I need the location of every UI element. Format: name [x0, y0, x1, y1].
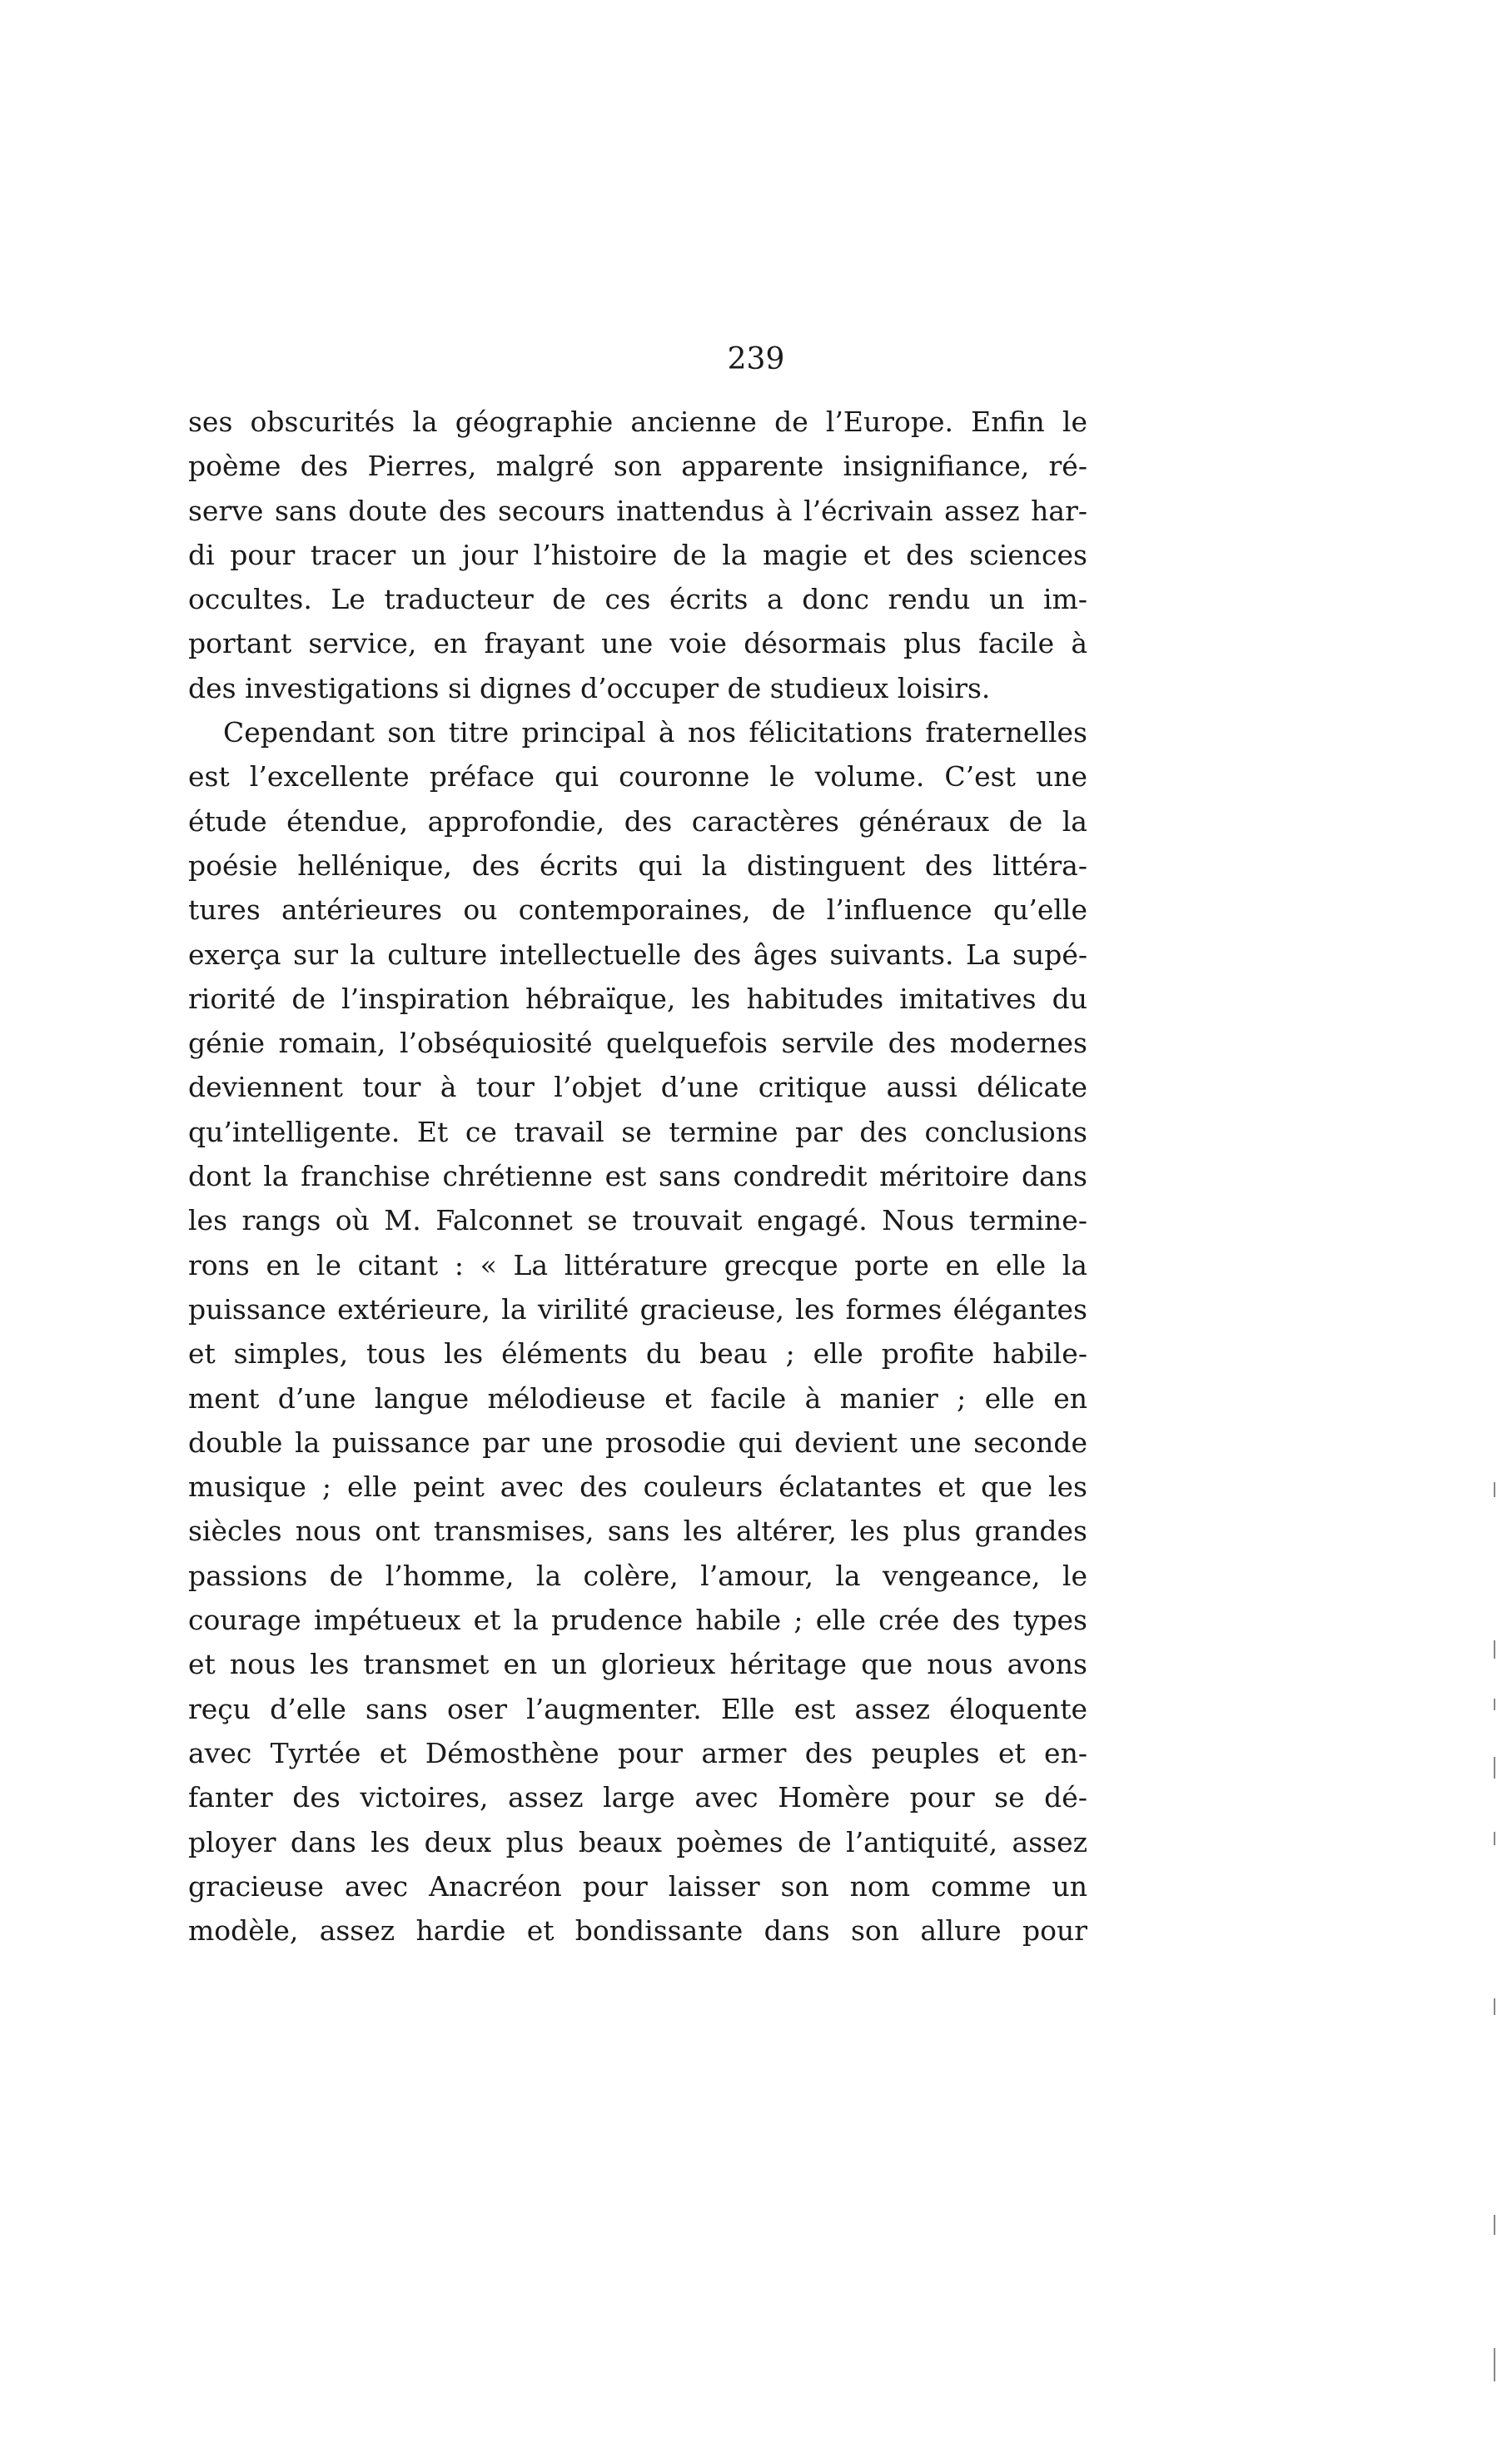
- text-line: deviennent tour à tour l’objet d’une critique aussi délicate: [188, 1071, 1087, 1104]
- page-number: 239: [727, 342, 785, 376]
- text-line: et simples, tous les éléments du beau ; elle profite habile-: [188, 1337, 1087, 1371]
- text-line: qu’intelligente. Et ce travail se termine par des conclusions: [188, 1115, 1087, 1148]
- text-line: dont la franchise chrétienne est sans condredit méritoire dans: [188, 1160, 1087, 1193]
- scan-edge-artifacts: [1494, 1482, 1495, 2398]
- text-line: ment d’une langue mélodieuse et facile à manier ; elle en: [188, 1381, 1087, 1415]
- text-line: fanter des victoires, assez large avec Homère pour se dé-: [188, 1781, 1087, 1814]
- text-line: Cependant son titre principal à nos félicitations fraternelles: [223, 716, 1087, 749]
- text-line: avec Tyrtée et Démosthène pour armer des peuples et en-: [188, 1736, 1087, 1769]
- text-line: est l’excellente préface qui couronne le volume. C’est une: [188, 760, 1087, 794]
- text-line: passions de l’homme, la colère, l’amour, la vengeance, le: [188, 1559, 1087, 1592]
- text-line: exerça sur la culture intellectuelle des âges suivants. La supé-: [188, 938, 1087, 971]
- text-line: ses obscurités la géographie ancienne de l’Europe. Enfin le: [188, 406, 1087, 438]
- text-line: étude étendue, approfondie, des caractères généraux de la: [188, 804, 1087, 838]
- text-line: tures antérieures ou contemporaines, de l’influence qu’elle: [188, 893, 1087, 927]
- text-line: di pour tracer un jour l’histoire de la magie et des sciences: [188, 538, 1087, 571]
- text-line: modèle, assez hardie et bondissante dans son allure pour: [188, 1914, 1087, 1948]
- text-line: génie romain, l’obséquiosité quelquefois servile des modernes: [188, 1027, 1087, 1060]
- text-line: rons en le citant : « La littérature grecque porte en elle la: [188, 1248, 1087, 1281]
- text-line: courage impétueux et la prudence habile ; elle crée des types: [188, 1604, 1087, 1637]
- text-line: puissance extérieure, la virilité gracieuse, les formes élégantes: [188, 1292, 1087, 1326]
- text-line: musique ; elle peint avec des couleurs éclatantes et que les: [188, 1470, 1087, 1504]
- text-line: poème des Pierres, malgré son apparente insignifiance, ré-: [188, 450, 1087, 483]
- text-line: riorité de l’inspiration hébraïque, les habitudes imitatives du: [188, 982, 1087, 1015]
- text-line: poésie hellénique, des écrits qui la distinguent des littéra-: [188, 848, 1087, 882]
- text-line: et nous les transmet en un glorieux héritage que nous avons: [188, 1648, 1087, 1681]
- text-line: gracieuse avec Anacréon pour laisser son nom comme un: [188, 1869, 1087, 1903]
- text-line: ployer dans les deux plus beaux poèmes de l’antiquité, assez: [188, 1825, 1087, 1858]
- text-line: les rangs où M. Falconnet se trouvait engagé. Nous termine-: [188, 1204, 1087, 1237]
- text-line: occultes. Le traducteur de ces écrits a donc rendu un im-: [188, 583, 1087, 616]
- text-line: serve sans doute des secours inattendus à l’écrivain assez har-: [188, 494, 1087, 527]
- text-line: des investigations si dignes d’occuper de studieux loisirs.: [188, 671, 991, 704]
- body-text: [188, 400, 1087, 1953]
- text-line: portant service, en frayant une voie désormais plus facile à: [188, 627, 1087, 660]
- text-line: reçu d’elle sans oser l’augmenter. Elle est assez éloquente: [188, 1692, 1087, 1725]
- text-line: siècles nous ont transmises, sans les altérer, les plus grandes: [188, 1515, 1087, 1548]
- text-line: double la puissance par une prosodie qui devient une seconde: [188, 1425, 1087, 1459]
